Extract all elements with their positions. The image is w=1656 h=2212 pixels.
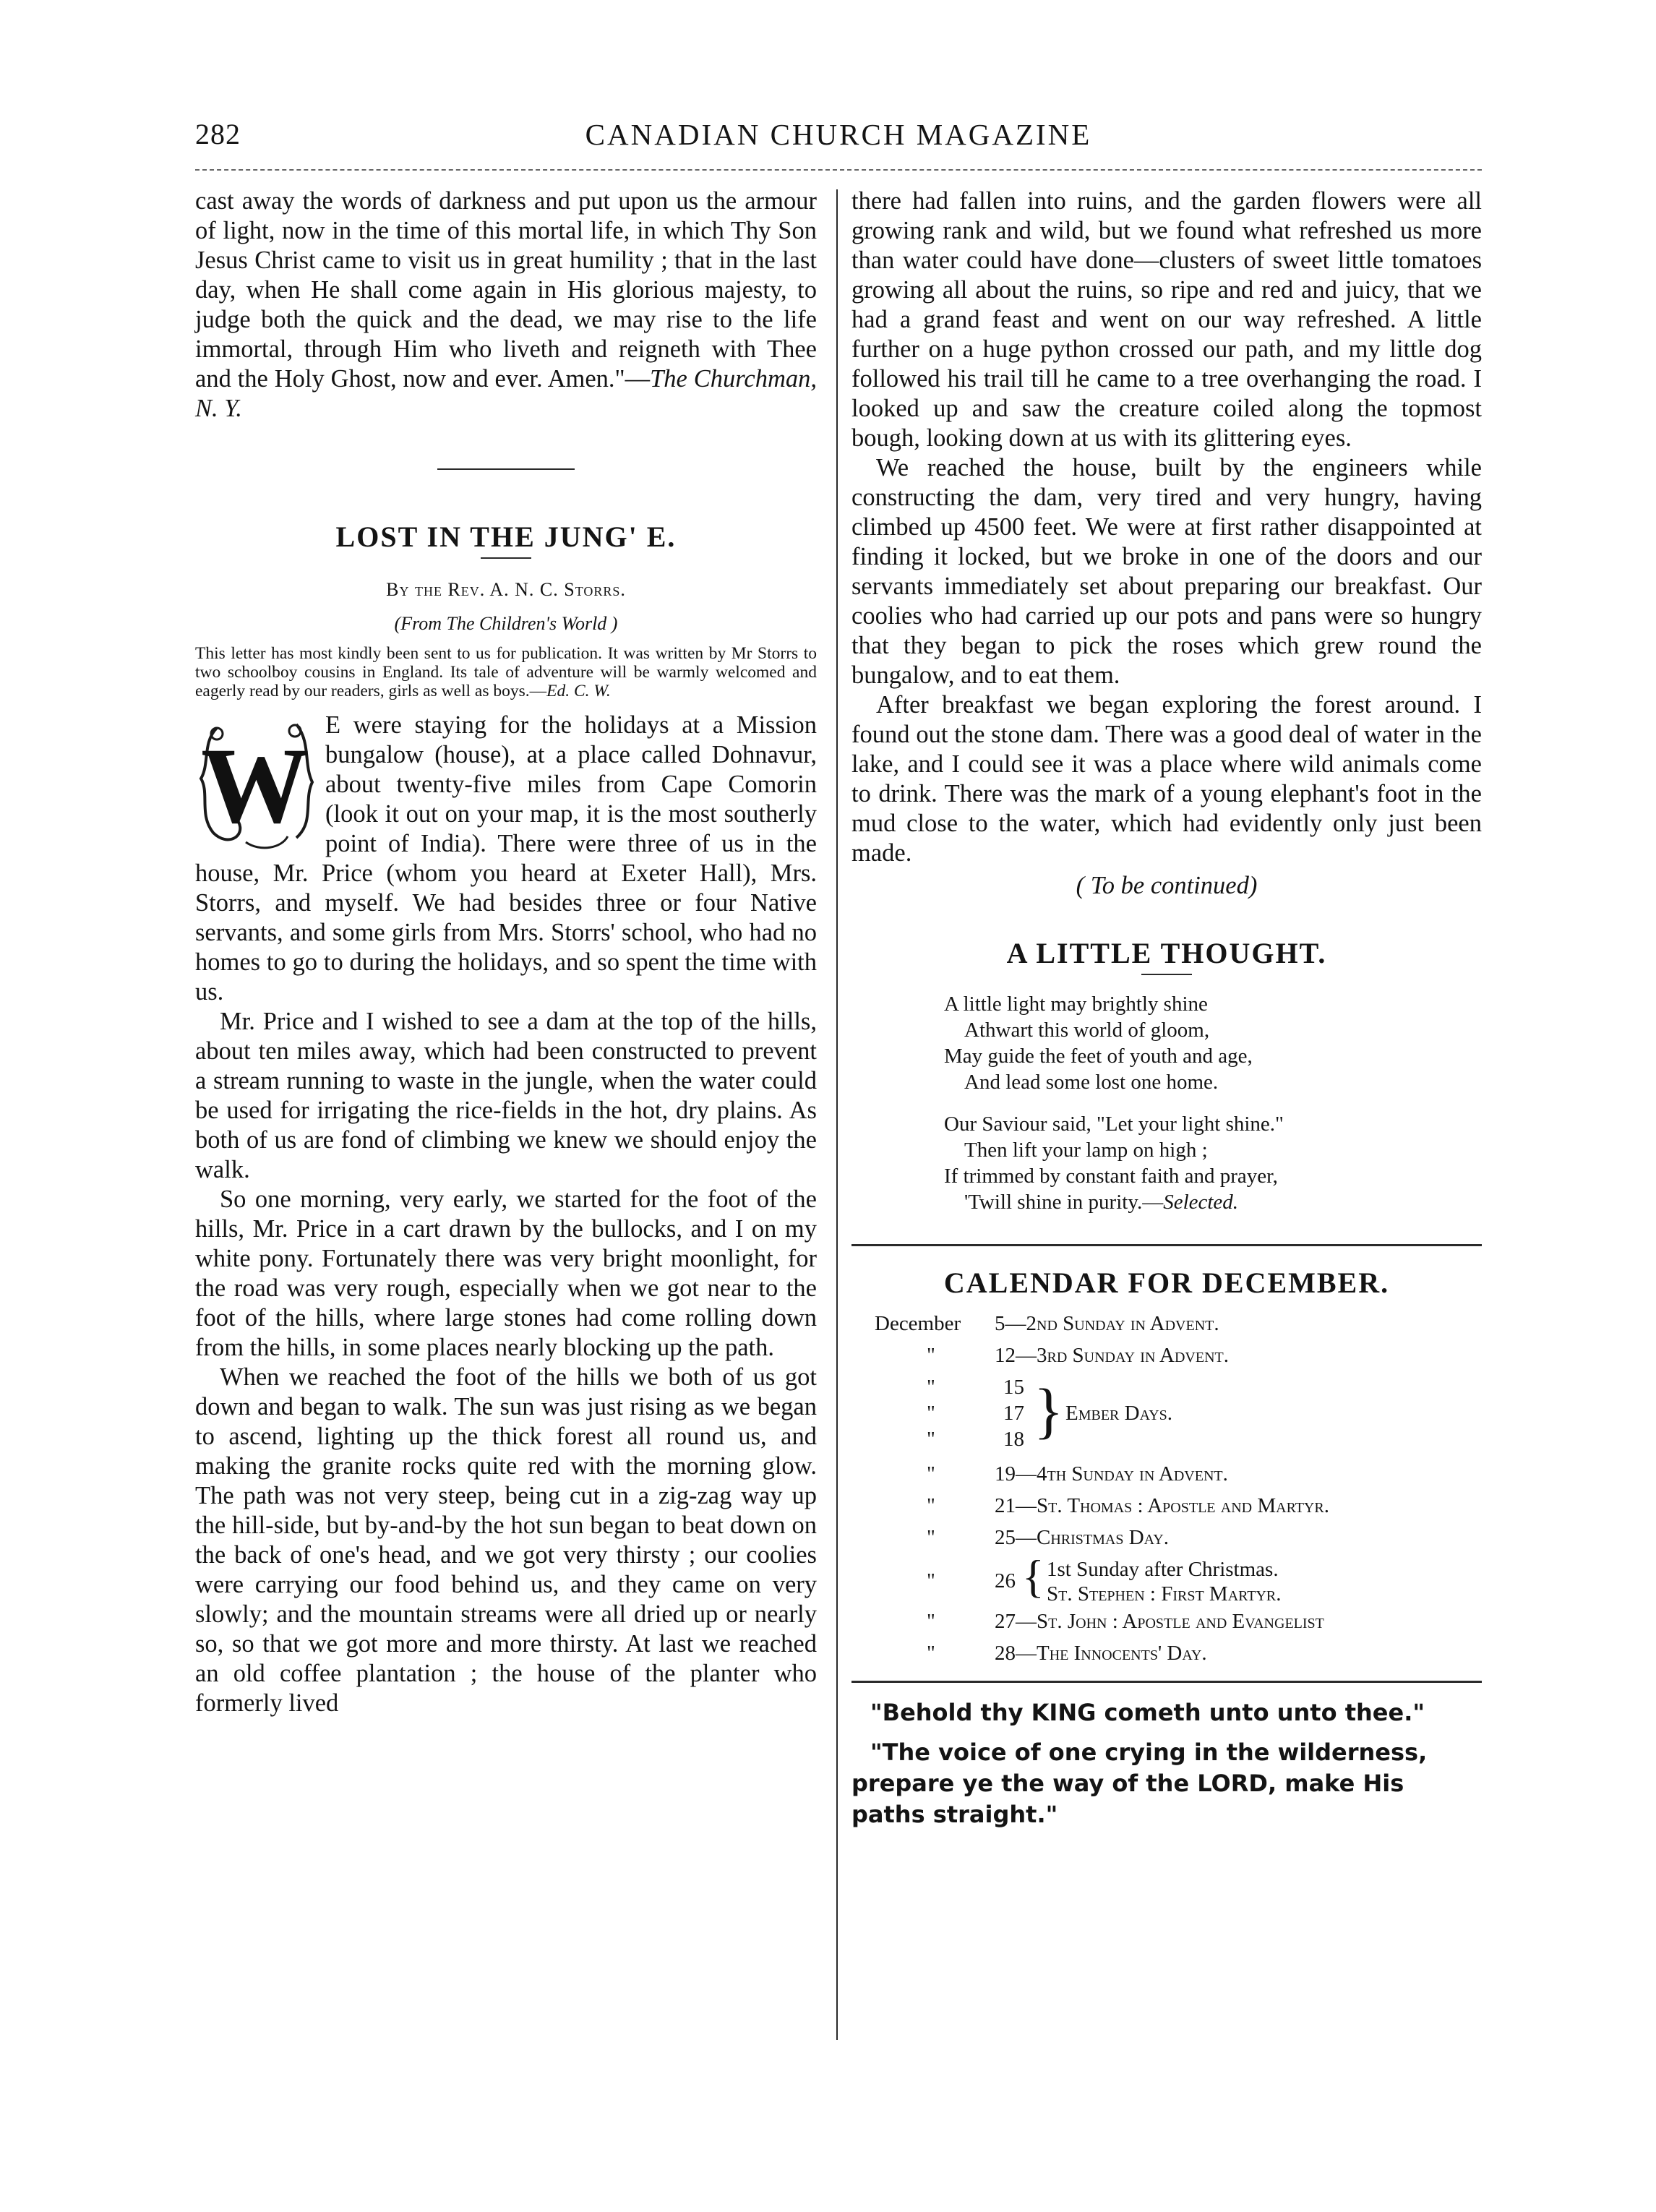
drop-cap [195,713,315,851]
collect-text: cast away the words of darkness and put upon us the armour of light, now in the time of this mortal life, in which Thy Son Jesus Christ came to visit us in great humility ; that in the last day, when He shall come again in His glorious majesty, to judge both the quick and the dead, we may rise to the life immortal, through Him who liveth and reigneth with Thee and the Holy Ghost, now and ever. Amen."— [195,187,817,393]
drop-cap-letter: W [201,726,309,846]
poem-line: If trimmed by constant faith and prayer, [944,1165,1278,1188]
calendar-title: CALENDAR FOR DECEMBER. [943,1266,1390,1299]
article-source: (From The Children's World ) [394,613,618,634]
article-paragraph: After breakfast we began exploring the forest around. I found out the stone dam. There was a good deal of water in the lake, and I could see it was a place where wild animals come to drink. There was the mark of a young elephant's foot in the mud close to the water, which had evidently only just been made. [851,691,1482,867]
calendar-month: December [875,1312,961,1335]
editor-note: This letter has most kindly been sent to us for publication. It was written by Mr Storrs to two schoolboy cousins in England. Its tale of adventure will be warmly welcomed and eagerly read by our readers, girls as well as boys.—Ed. C. W. [195,644,817,700]
article-paragraph: When we reached the foot of the hills we both of us got down and began to walk. The sun was just rising as we began to ascend, lighting up the thick forest all round us, and making the granite rocks quite red with the morning glow. The path was not very steep, being cut in a zig-zag way up the hill-side, but by-and-by the hot sun began to beat down on the back of one's head, and we got very thirsty ; our coolies were carrying our food behind us, and they came on very slowly; and the mountain streams were all dried up or nearly so, so that we got more and more thirsty. At last we reached an old coffee plantation ; the house of the planter who formerly lived [195,1363,817,1717]
poem-line: Then lift your lamp on high ; [964,1139,1208,1162]
article-paragraph: E were staying for the holidays at a Mission bungalow (house), at a place called Dohnavur, about twenty-five miles from Cape Comorin (look it out on your map, it is the most southerly point of India). There were three of us in the house, Mr. Price (whom you heard at Exeter Hall), Mrs. Storrs, and myself. We had besides three or four Native servants, and some girls from Mrs. Storrs' school, who had no homes to go to during the holidays, and so spent the time with us. [195,711,817,1006]
poem-line: Our Saviour said, "Let your light shine." [944,1113,1284,1136]
title-underline [481,557,531,559]
calendar-row: " 17 } Ember Days. [927,1376,1173,1445]
article-title: LOST IN THE JUNG' E. [335,520,677,553]
collect-paragraph [195,187,817,424]
article-paragraph: So one morning, very early, we started for the foot of the hills, Mr. Price in a cart drawn by the bullocks, and I on my white pony. Fortunately there was very bright moonlight, for the road was very rough, especially when we got near to the foot of the hills, where large stones had come rolling down from the hills, in some places nearly blocking up the path. [195,1186,817,1361]
calendar-row: " 26 { 1st Sunday after Christmas. St. Stephen : First Martyr. [927,1551,1282,1606]
poem-line: A little light may brightly shine [944,993,1208,1016]
article-paragraph: there had fallen into ruins, and the garden flowers were all growing rank and wild, but we found what refreshed us more than water could have done—clusters of sweet little tomatoes growing all about the ruins, so ripe and red and juicy, that we had a grand feast and went on our way refreshed. A little further on a huge python crossed our path, and my little dog followed his trail till he came to a tree overhanging the road. I looked up and saw the creature coiled along the topmost bough, looking down at us with its glittering eyes. [851,187,1482,452]
poem [944,991,1482,1215]
article-paragraph: Mr. Price and I wished to see a dam at the top of the hills, about ten miles away, which had been constructed to prevent a stream running to waste in the jungle, when the water could be used for irrigating the rice-fields in the hot, dry plains. As both of us are fond of climbing we knew we should enjoy the walk. [195,1008,817,1183]
calendar-row: " 19—4th Sunday in Advent. [927,1462,1228,1486]
calendar-row: " 12—3rd Sunday in Advent. [927,1344,1230,1367]
poem-line: And lead some lost one home. [964,1071,1219,1094]
article-byline: By the Rev. A. N. C. Storrs. [386,579,626,600]
poem-attribution: Selected. [1163,1191,1239,1214]
closing-quote: "Behold thy KING cometh unto unto thee." [870,1699,1425,1726]
ember-days: Ember Days. [1065,1402,1173,1425]
column-divider [836,189,838,2040]
calendar-row: " 25—Christmas Day. [927,1526,1169,1549]
calendar-row: December 5—2nd Sunday in Advent. [851,1308,1482,1339]
calendar-table [851,1308,1482,1669]
calendar-row: " 28—The Innocents' Day. [927,1642,1207,1665]
poem-line: Athwart this world of gloom, [964,1019,1210,1042]
page-number: 282 [195,118,241,150]
calendar-row: " 15 [927,1376,1024,1399]
article-paragraph: We reached the house, built by the engineers while constructing the dam, very tired and very hungry, having climbed up 4500 feet. We were at first rather disappointed at finding it locked, but we broke in one of the doors and our servants immediately set about preparing our breakfast. Our coolies who had carried up our pots and pans were so hungry that they began to pick the roses which grew round the bungalow, and to eat them. [851,454,1482,689]
to-be-continued: ( To be continued) [1076,872,1258,899]
closing-quote: "The voice of one crying in the wilderness, prepare ye the way of the LORD, make His paths straight." [851,1739,1428,1828]
calendar-row: " 18 [927,1428,1024,1451]
collect-source: The Churchman, N. Y. [195,365,817,422]
header-rule [195,169,1482,171]
calendar-row: " 27—St. John : Apostle and Evangelist [927,1610,1324,1633]
running-head [195,117,1482,160]
right-column [851,187,1482,1830]
poem-title: A LITTLE THOUGHT. [1006,937,1327,969]
journal-title: CANADIAN CHURCH MAGAZINE [585,118,1092,151]
poem-line: 'Twill shine in purity.—Selected. [964,1191,1239,1214]
title-underline [1141,974,1192,975]
poem-line: May guide the feet of youth and age, [944,1045,1253,1068]
left-column [195,187,817,1718]
calendar-row: " 21—St. Thomas : Apostle and Martyr. [927,1494,1329,1517]
ornamental-drop-cap-icon [195,713,315,851]
